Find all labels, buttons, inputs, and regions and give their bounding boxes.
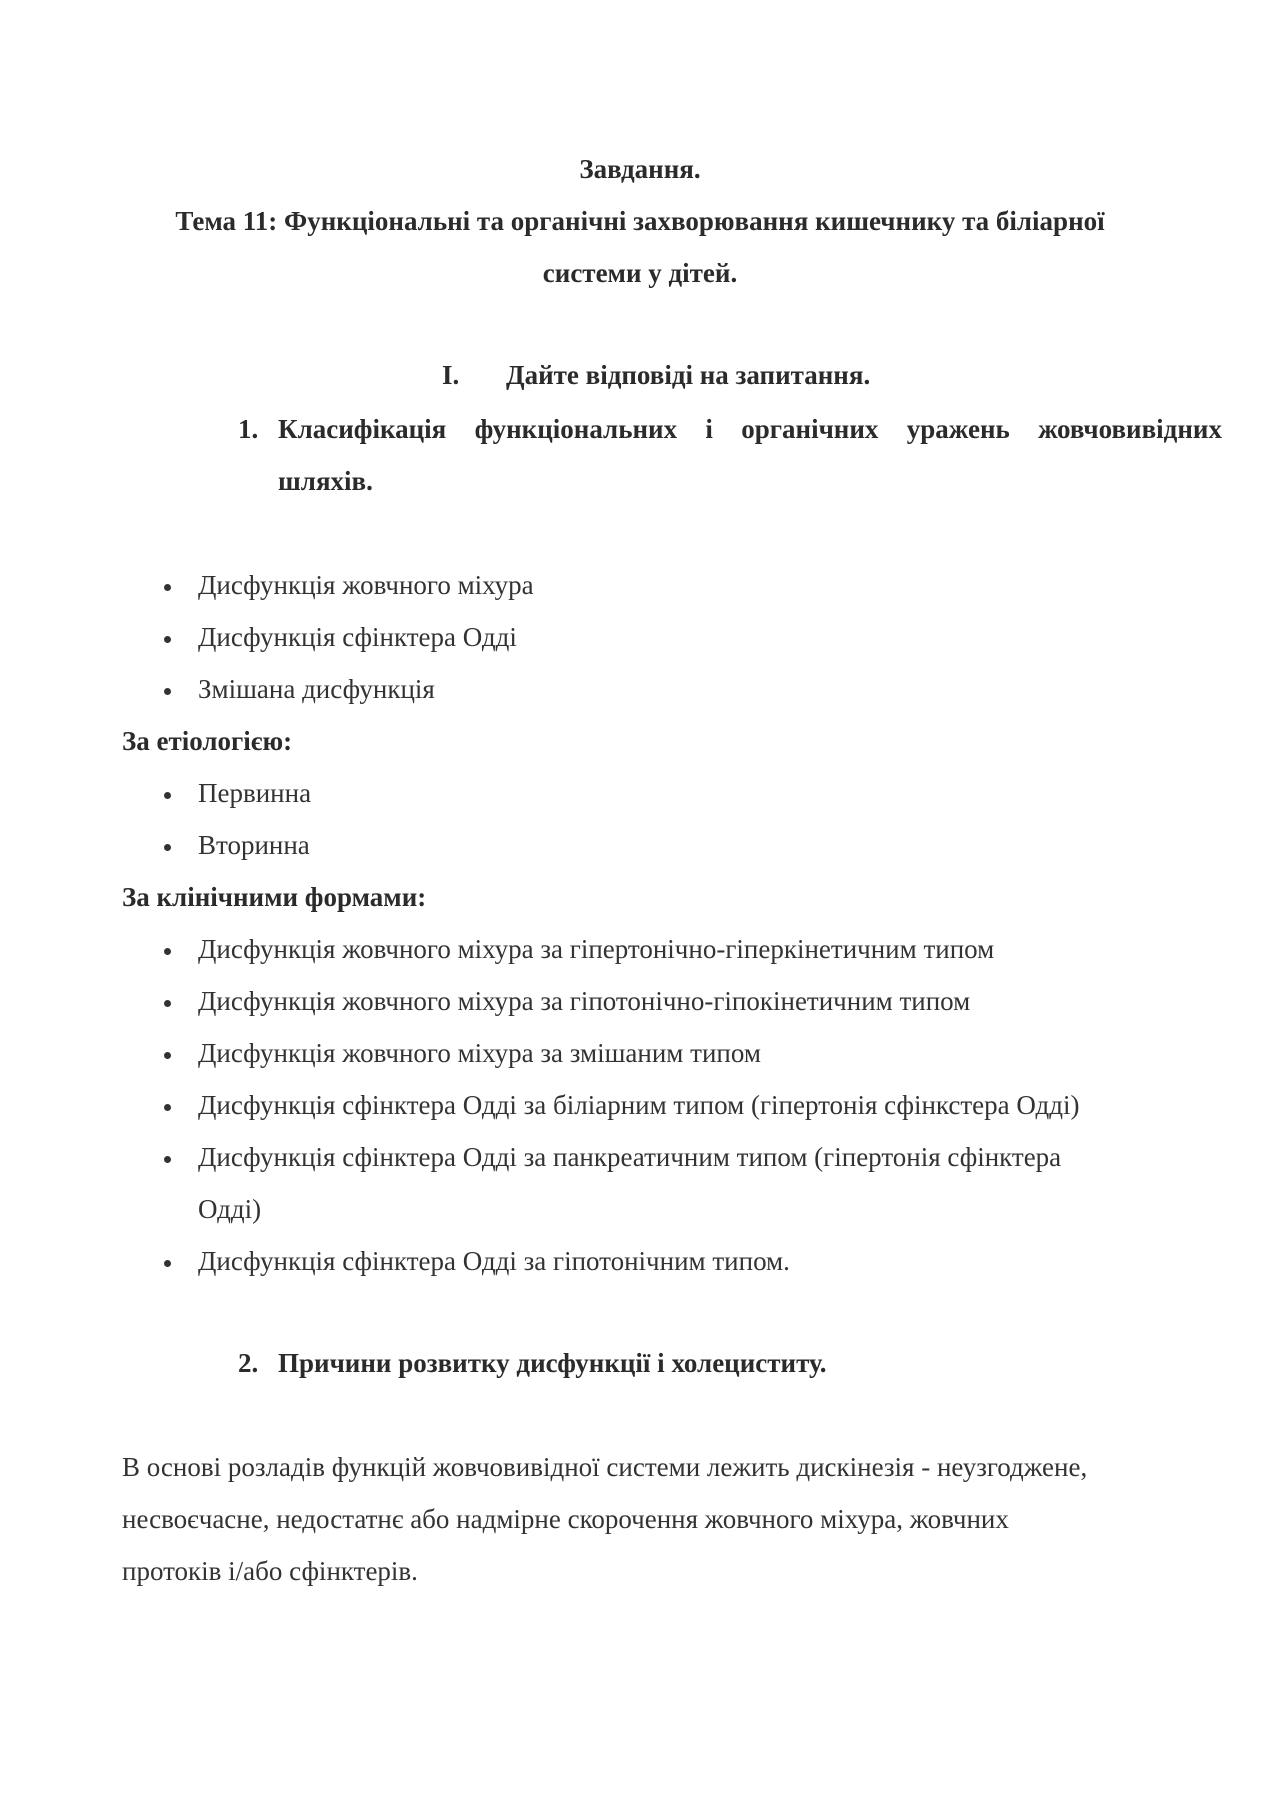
list-item: Змішана дисфункція	[198, 674, 435, 704]
bullet-icon	[164, 1000, 171, 1007]
question-2-number: 2.	[238, 1348, 259, 1378]
question-1-line-2: шляхів.	[278, 466, 373, 496]
bullet-icon	[164, 1260, 171, 1267]
q1-word: жовчовивідних	[1038, 414, 1222, 444]
bullet-icon	[164, 636, 171, 643]
q1-word: уражень	[906, 414, 1010, 444]
section-numeral: I.	[442, 360, 460, 390]
question-2-title: Причини розвитку дисфункції і холециститу.	[278, 1348, 827, 1378]
q1-word: Класифікація	[278, 414, 447, 444]
list-item: Дисфункція жовчного міхура за змішаним типом	[198, 1038, 761, 1068]
list-item-continuation: Одді)	[198, 1194, 262, 1224]
etiology-heading: За етіологією:	[122, 726, 293, 756]
q1-word: і	[705, 414, 713, 444]
bullet-icon	[164, 1156, 171, 1163]
paragraph-line-2: несвоєчасне, недостатнє або надмірне скорочення жовчного міхура, жовчних	[122, 1504, 1009, 1534]
list-item: Вторинна	[198, 830, 310, 860]
bullet-icon	[164, 1104, 171, 1111]
section-title: Дайте відповіді на запитання.	[506, 360, 871, 390]
paragraph-line-3: протоків і/або сфінктерів.	[122, 1556, 418, 1586]
list-item: Первинна	[198, 778, 312, 808]
bullet-icon	[164, 792, 171, 799]
topic-line-2: системи у дітей.	[542, 258, 738, 288]
q1-word: органічних	[741, 414, 879, 444]
question-1-number: 1.	[238, 414, 259, 444]
bullet-icon	[164, 584, 171, 591]
list-item: Дисфункція сфінктера Одді за панкреатичним типом (гіпертонія сфінктера	[198, 1142, 1062, 1172]
topic-line-1: Тема 11: Функціональні та органічні захворювання кишечнику та біліарної	[175, 206, 1105, 236]
list-item: Дисфункція сфінктера Одді за гіпотонічним типом.	[198, 1246, 790, 1276]
list-item: Дисфункція сфінктера Одді за біліарним типом (гіпертонія сфінкстера Одді)	[198, 1090, 1080, 1120]
q1-word: функціональних	[474, 414, 678, 444]
bullet-icon	[164, 688, 171, 695]
bullet-icon	[164, 844, 171, 851]
clinical-heading: За клінічними формами:	[122, 882, 427, 912]
list-item: Дисфункція жовчного міхура за гіпотонічно-гіпокінетичним типом	[198, 986, 971, 1016]
list-item: Дисфункція жовчного міхура за гіпертонічно-гіперкінетичним типом	[198, 934, 995, 964]
bullet-icon	[164, 948, 171, 955]
document-title: Завдання.	[579, 154, 701, 184]
list-item: Дисфункція сфінктера Одді	[198, 622, 517, 652]
question-1-line-1	[278, 412, 1222, 446]
bullet-icon	[164, 1052, 171, 1059]
list-item: Дисфункція жовчного міхура	[198, 570, 534, 600]
paragraph-line-1: В основі розладів функцій жовчовивідної системи лежить дискінезія - неузгоджене,	[122, 1452, 1088, 1482]
